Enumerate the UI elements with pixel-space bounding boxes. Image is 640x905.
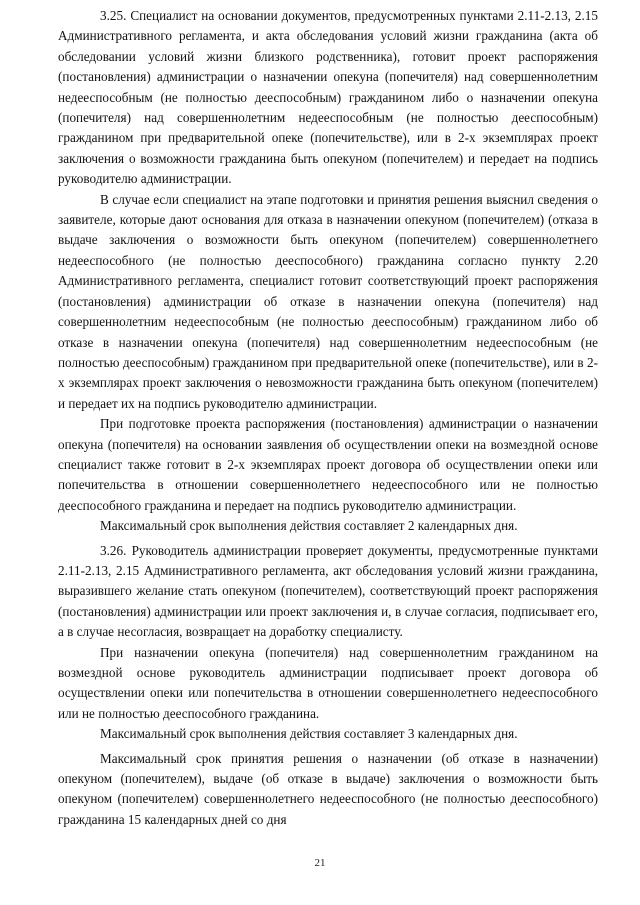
paragraph-paid-guardianship-draft: При подготовке проекта распоряжения (постановления) администрации о назначении опекуна (попечителя) на основании заявления об осуществлении опеки на возмездной основе специалист также готовит в 2-х экземплярах проект договора об осуществлении опеки или попечительства в отношении совершеннолетнего недееспособного или не полностью дееспособного гражданина и передает на подпись руководителю администрации. bbox=[58, 416, 598, 513]
paragraph-paid-guardianship-sign: При назначении опекуна (попечителя) над совершеннолетним гражданином на возмездной основе руководитель администрации подписывает проект договора об осуществлении опеки или попечительства в отношении совершеннолетнего недееспособного или не полностью дееспособного гражданина. bbox=[58, 644, 598, 721]
page-number: 21 bbox=[314, 857, 326, 869]
paragraph-refusal-case: В случае если специалист на этапе подготовки и принятия решения выяснил сведения о заявителе, которые дают основания для отказа в назначении опекуном (попечителем) (отказа в выдаче заключения о возможности быть опекуном (попечителем) совершеннолетнего недееспособного (не полностью дееспособного) гражданина согласно пункту 2.20 Административного регламента, специалист готовит соответствующий проект распоряжения (постановления) администрации об отказе в назначении опекуна (попечителя) над совершеннолетним недееспособным (не полностью дееспособным) гражданином либо об отказе в назначении опекуна (попечителя) над совершеннолетним недееспособным (не полностью дееспособным) гражданином при предварительной опеке (попечительстве), или в 2-х экземплярах проект заключения о невозможности гражданина быть опекуном (попечителем) и передает их на подпись руководителю администрации. bbox=[58, 191, 598, 411]
paragraph-3-25: 3.25. Специалист на основании документов, предусмотренных пунктами 2.11-2.13, 2.15 Административного регламента, и акта обследования условий жизни гражданина (акта об обследовании условий жизни близкого родственника), готовит проект распоряжения (постановления) администрации о назначении опекуна (попечителя) над совершеннолетним недееспособным (не полностью дееспособным) гражданином либо о назначении опекуна (попечителя) над совершеннолетним недееспособным (не полностью дееспособным) гражданином при предварительной опеке (попечительстве), или в 2-х экземплярах проект заключения о возможности гражданина быть опекуном (попечителем) и передает на подпись руководителю администрации. bbox=[58, 8, 598, 187]
document-body bbox=[58, 6, 598, 830]
paragraph-max-term-2-days: Максимальный срок выполнения действия составляет 2 календарных дня. bbox=[100, 518, 518, 534]
paragraph-max-term-3-days: Максимальный срок выполнения действия составляет 3 календарных дня. bbox=[100, 726, 518, 742]
paragraph-decision-term: Максимальный срок принятия решения о назначении (об отказе в назначении) опекуном (попечителем), выдаче (об отказе в выдаче) заключения о возможности быть опекуном (попечителем) совершеннолетнего недееспособного (не полностью дееспособного) гражданина 15 календарных дней со дня bbox=[58, 750, 598, 827]
paragraph-3-26: 3.26. Руководитель администрации проверяет документы, предусмотренные пунктами 2.11-2.13, 2.15 Административного регламента, акт обследования условий жизни гражданина, выразившего желание стать опекуном (попечителем), соответствующий проект распоряжения (постановления) администрации или проект заключения и, в случае согласия, подписывает его, а в случае несогласия, возвращает на доработку специалисту. bbox=[58, 542, 598, 640]
